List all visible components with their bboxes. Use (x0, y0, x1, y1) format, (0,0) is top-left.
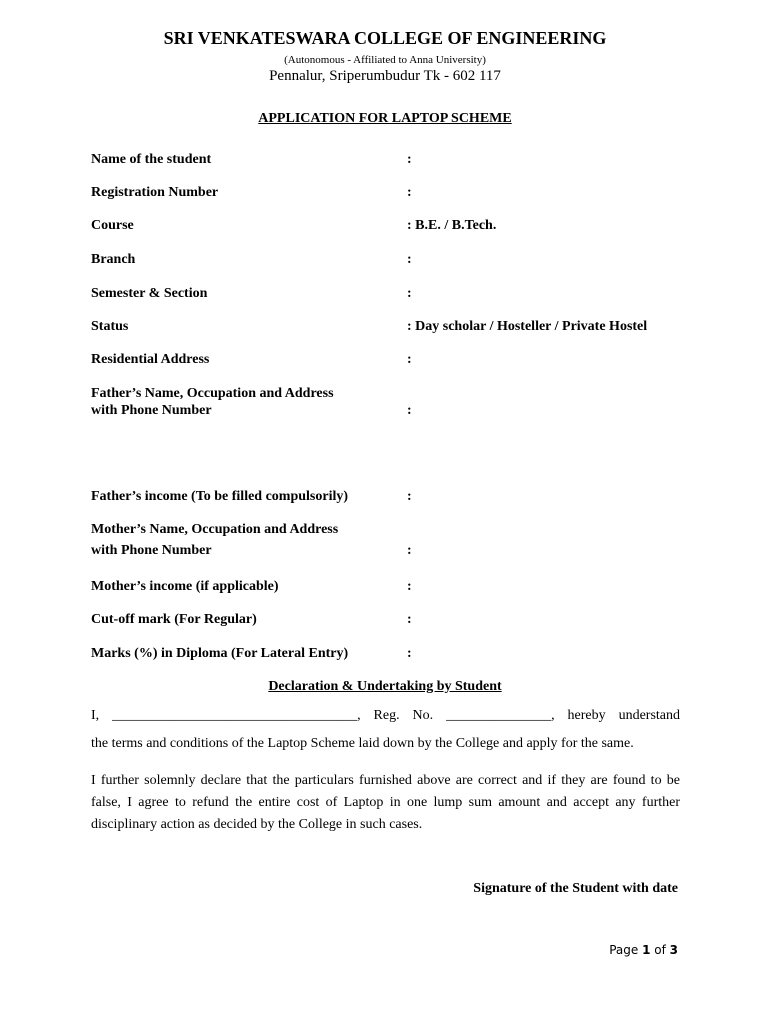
field-value-mother-details: : (407, 543, 412, 558)
field-label-status: Status (91, 319, 129, 334)
field-label-father-details-line2: with Phone Number (91, 403, 212, 418)
field-label-branch: Branch (91, 252, 136, 267)
declaration-paragraph: I further solemnly declare that the particulars furnished above are correct and if they are found to be false, I agree to refund the entire cost of Laptop in one lump sum amount and accept any further disciplinary action as decided by the College in such cases. (91, 773, 680, 832)
form-title: APPLICATION FOR LAPTOP SCHEME (258, 111, 512, 126)
field-label-residential-address: Residential Address (91, 352, 210, 367)
signature-label: Signature of the Student with date (473, 881, 678, 896)
page-number: Page 1 of 3 (609, 943, 678, 957)
declaration-line2: the terms and conditions of the Laptop Scheme laid down by the College and apply for the same. (91, 736, 634, 751)
field-value-branch: : (407, 252, 412, 267)
college-name: SRI VENKATESWARA COLLEGE OF ENGINEERING (163, 28, 607, 48)
college-location: Pennalur, Sriperumbudur Tk - 602 117 (269, 68, 501, 84)
field-label-mother-details-line1: Mother’s Name, Occupation and Address (91, 522, 339, 537)
affiliation-text: (Autonomous - Affiliated to Anna University) (284, 54, 486, 66)
field-label-course: Course (91, 218, 134, 233)
field-value-mother-income: : (407, 579, 412, 594)
field-value-registration: : (407, 185, 412, 200)
declaration-line1: I, ___________________________________, Reg. No. _______________, hereby understand (91, 708, 680, 723)
field-value-father-income: : (407, 489, 412, 504)
field-value-residential-address: : (407, 352, 412, 367)
field-label-father-income: Father’s income (To be filled compulsorily) (91, 489, 349, 504)
field-value-course: : B.E. / B.Tech. (407, 218, 497, 233)
field-value-name: : (407, 152, 412, 167)
declaration-heading: Declaration & Undertaking by Student (268, 679, 502, 694)
field-label-father-details-line1: Father’s Name, Occupation and Address (91, 386, 334, 401)
field-value-father-details: : (407, 403, 412, 418)
field-label-mother-income: Mother’s income (if applicable) (91, 579, 279, 594)
field-label-registration: Registration Number (91, 185, 219, 200)
field-label-name: Name of the student (91, 152, 212, 167)
field-value-cutoff: : (407, 612, 412, 627)
field-label-mother-details-line2: with Phone Number (91, 543, 212, 558)
field-value-diploma-marks: : (407, 646, 412, 661)
field-label-semester: Semester & Section (91, 286, 208, 301)
field-value-semester: : (407, 286, 412, 301)
field-label-cutoff: Cut-off mark (For Regular) (91, 612, 257, 627)
field-value-status: : Day scholar / Hosteller / Private Hostel (407, 319, 648, 334)
field-label-diploma-marks: Marks (%) in Diploma (For Lateral Entry) (91, 646, 349, 661)
